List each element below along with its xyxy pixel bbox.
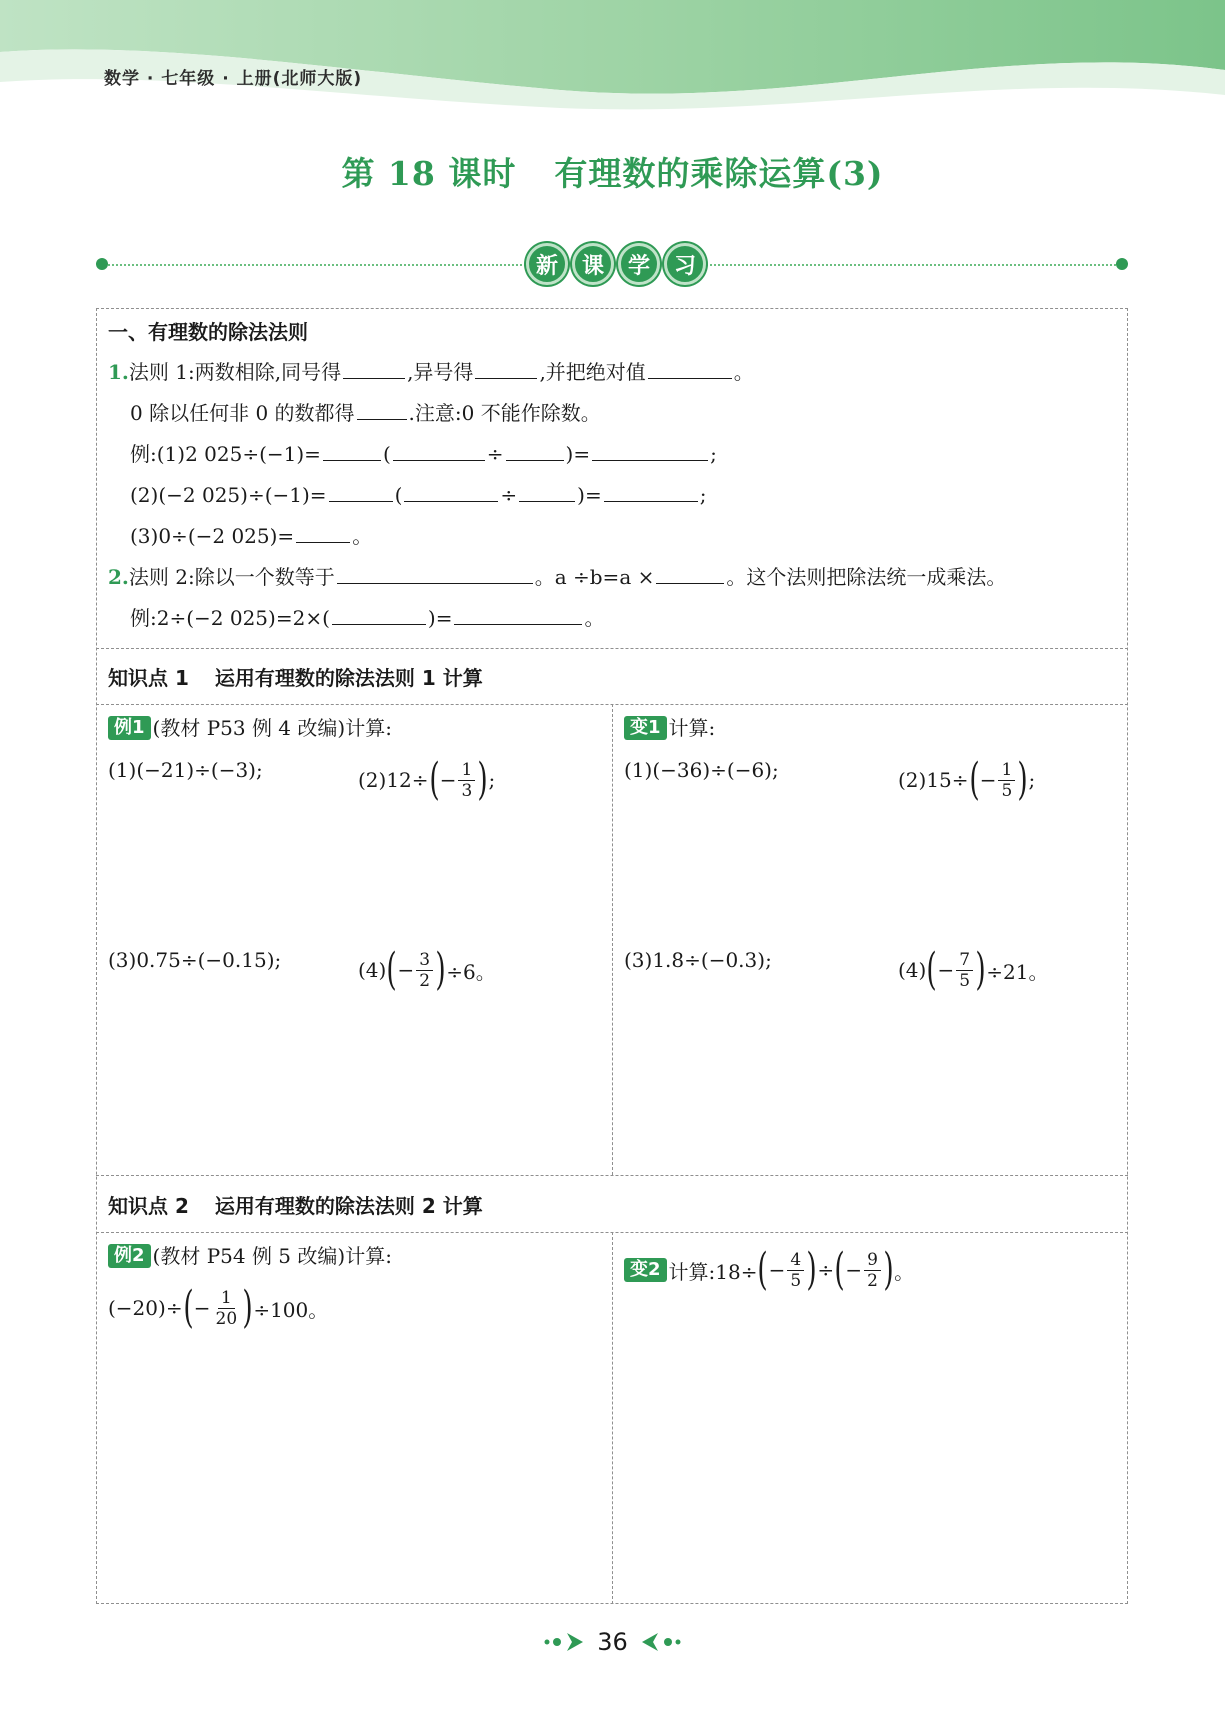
right-paren: ) <box>435 944 446 995</box>
answer-blank[interactable] <box>404 481 498 502</box>
answer-blank[interactable] <box>323 440 381 461</box>
problem-text: ÷100。 <box>253 1297 329 1322</box>
example-intro-text: (教材 P53 例 4 改编)计算: <box>152 716 392 740</box>
rule1-example1 <box>130 440 717 468</box>
numerator: 4 <box>787 1250 804 1271</box>
example-tag: 例2 <box>108 1244 151 1268</box>
divider <box>96 1175 1128 1176</box>
numerator: 3 <box>416 950 433 971</box>
minus-sign: − <box>193 1296 211 1320</box>
variant2-problem <box>624 1244 915 1295</box>
rule2-example <box>130 604 604 632</box>
badge-char: 学 <box>618 243 660 285</box>
example-text: 例:2÷(−2 025)=2×( <box>130 606 330 630</box>
rule2-line1 <box>108 563 1006 591</box>
rule-text: ,异号得 <box>407 360 474 384</box>
kp-label: 知识点 1 <box>108 666 189 690</box>
example-text: ( <box>382 442 391 466</box>
answer-blank[interactable] <box>393 440 485 461</box>
problem-text: (−20)÷ <box>108 1296 183 1320</box>
variant-tag: 变2 <box>624 1258 667 1282</box>
answer-blank[interactable] <box>296 522 350 543</box>
variant1-intro <box>624 714 715 742</box>
rule-text: 。这个法则把除法统一成乘法。 <box>726 565 1007 589</box>
rule-text: 。 <box>733 360 754 384</box>
left-paren: ( <box>428 754 440 805</box>
left-paren: ( <box>386 944 398 995</box>
divider-line-right <box>706 264 1116 266</box>
minus-sign: − <box>397 958 415 982</box>
right-paren: ) <box>242 1282 253 1333</box>
fraction <box>956 950 973 991</box>
example2-intro <box>108 1242 392 1270</box>
knowledge-point-2 <box>108 1190 483 1219</box>
answer-blank[interactable] <box>506 440 564 461</box>
right-paren: ) <box>806 1244 817 1295</box>
example-text: )= <box>577 483 602 507</box>
lesson-number: 第 18 课时 <box>341 154 517 193</box>
rule-text: 0 除以任何非 0 的数都得 <box>130 401 355 425</box>
knowledge-point-1 <box>108 662 483 691</box>
denominator: 20 <box>215 1308 238 1329</box>
book-header: 数学 · 七年级 · 上册(北师大版) <box>104 69 363 89</box>
badge-char: 课 <box>572 243 614 285</box>
fraction <box>458 760 475 801</box>
section-badge <box>526 243 706 285</box>
rule-text: 法则 1:两数相除,同号得 <box>128 360 342 384</box>
variant-tag: 变1 <box>624 716 667 740</box>
denominator: 2 <box>867 1270 878 1291</box>
left-paren: ( <box>183 1282 194 1333</box>
example-text: ; <box>699 483 707 507</box>
answer-blank[interactable] <box>329 481 393 502</box>
problem-text: 。 <box>894 1259 915 1284</box>
variant1-problem-1 <box>624 758 779 782</box>
numerator: 9 <box>864 1250 881 1271</box>
problem-text: ÷6。 <box>446 959 496 984</box>
part-heading: 一、有理数的除法法则 <box>108 320 308 344</box>
arrow-right-icon <box>543 1631 587 1653</box>
example-text: ÷ <box>500 483 518 507</box>
example-intro-text: (教材 P54 例 5 改编)计算: <box>152 1244 392 1268</box>
denominator: 2 <box>419 970 431 991</box>
example-text: ÷ <box>486 442 504 466</box>
lesson-topic: 有理数的乘除运算(3) <box>554 154 884 193</box>
page-number: 36 <box>597 1628 628 1656</box>
example-text: (3)0÷(−2 025)= <box>130 524 295 548</box>
example-text: )= <box>565 442 591 466</box>
variant-intro-text: 计算: <box>668 716 716 740</box>
badge-char: 新 <box>526 243 568 285</box>
variant1-problem-3 <box>624 948 772 972</box>
column-divider <box>612 1232 613 1604</box>
problem-text: (2)12÷ <box>358 768 429 792</box>
divider-dot-right <box>1116 258 1128 270</box>
variant1-problem-2 <box>898 754 1036 805</box>
numerator: 1 <box>998 760 1015 781</box>
denominator: 5 <box>1001 780 1013 801</box>
example1-problem-1 <box>108 758 263 782</box>
page-footer <box>0 1628 1225 1656</box>
answer-blank[interactable] <box>475 358 537 379</box>
fraction <box>864 1250 881 1291</box>
answer-blank[interactable] <box>454 604 582 625</box>
numerator: 1 <box>218 1288 235 1309</box>
example-text: 例:(1)2 025÷(−1)= <box>130 442 321 466</box>
divider <box>96 648 1128 649</box>
problem-text: 计算:18÷ <box>668 1259 758 1284</box>
left-paren: ( <box>926 944 938 995</box>
example-text: (2)(−2 025)÷(−1)= <box>130 483 327 507</box>
numerator: 1 <box>458 760 475 781</box>
fraction <box>213 1288 241 1329</box>
problem-text: (2)15÷ <box>898 768 969 792</box>
right-paren: ) <box>1017 754 1029 805</box>
answer-blank[interactable] <box>604 481 698 502</box>
divider-line-left <box>108 264 526 266</box>
rule-text: ,并把绝对值 <box>539 360 646 384</box>
example1-problem-4 <box>358 944 496 995</box>
rule1-example3 <box>130 522 372 550</box>
left-paren: ( <box>757 1244 769 1295</box>
answer-blank[interactable] <box>332 604 426 625</box>
rule1-line1 <box>108 358 754 386</box>
example1-problem-2 <box>358 754 496 805</box>
right-paren: ) <box>477 754 489 805</box>
answer-blank[interactable] <box>343 358 405 379</box>
problem-text: ÷ <box>817 1258 835 1282</box>
problem-text: (4) <box>358 958 387 982</box>
example2-problem <box>108 1282 329 1333</box>
problem-text: ÷21。 <box>986 959 1049 984</box>
denominator: 3 <box>461 780 473 801</box>
rule-number: 2. <box>108 565 129 589</box>
problem-text: (1)(−21)÷(−3); <box>108 758 263 782</box>
example-text: )= <box>427 606 453 630</box>
example1-problem-3 <box>108 948 281 972</box>
arrow-left-icon <box>638 1631 682 1653</box>
answer-blank[interactable] <box>519 481 575 502</box>
left-paren: ( <box>834 1244 845 1295</box>
minus-sign: − <box>768 1258 786 1282</box>
variant1-problem-4 <box>898 944 1049 995</box>
kp-title: 运用有理数的除法法则 2 计算 <box>214 1194 483 1218</box>
badge-char: 习 <box>664 243 706 285</box>
problem-text: (3)1.8÷(−0.3); <box>624 948 772 972</box>
example-text: 。 <box>352 524 373 548</box>
problem-text: (3)0.75÷(−0.15); <box>108 948 282 972</box>
example-text: ; <box>710 442 717 466</box>
answer-blank[interactable] <box>656 563 724 584</box>
rule-text: .注意:0 不能作除数。 <box>408 401 601 425</box>
answer-blank[interactable] <box>357 399 407 420</box>
minus-sign: − <box>937 958 955 982</box>
problem-text: (4) <box>898 958 927 982</box>
answer-blank[interactable] <box>648 358 732 379</box>
denominator: 5 <box>790 1270 802 1291</box>
example1-intro <box>108 714 392 742</box>
right-paren: ) <box>975 944 986 995</box>
problem-text: ; <box>1028 768 1036 792</box>
fraction <box>998 760 1015 801</box>
rule-number: 1. <box>108 360 129 384</box>
minus-sign: − <box>845 1258 863 1282</box>
answer-blank[interactable] <box>592 440 708 461</box>
fraction <box>416 950 433 991</box>
divider-dot-left <box>96 258 108 270</box>
problem-text: (1)(−36)÷(−6); <box>624 758 779 782</box>
answer-blank[interactable] <box>337 563 533 584</box>
rule-text: 法则 2:除以一个数等于 <box>128 565 335 589</box>
right-paren: ) <box>883 1244 894 1295</box>
example-text: ( <box>394 483 403 507</box>
rule1-example2 <box>130 481 706 509</box>
example-tag: 例1 <box>108 716 151 740</box>
rule-text: 。a ÷b=a × <box>534 565 655 589</box>
left-paren: ( <box>968 754 980 805</box>
lesson-title <box>0 148 1225 195</box>
example-text: 。 <box>584 606 605 630</box>
minus-sign: − <box>979 768 997 792</box>
denominator: 5 <box>959 970 971 991</box>
column-divider <box>612 704 613 1175</box>
kp-label: 知识点 2 <box>108 1194 189 1218</box>
minus-sign: − <box>439 768 457 792</box>
header-wave-band <box>0 0 1225 120</box>
kp-title: 运用有理数的除法法则 1 计算 <box>214 666 483 690</box>
problem-text: ; <box>488 768 496 792</box>
numerator: 7 <box>956 950 973 971</box>
rule1-line2 <box>130 399 601 427</box>
fraction <box>787 1250 804 1291</box>
